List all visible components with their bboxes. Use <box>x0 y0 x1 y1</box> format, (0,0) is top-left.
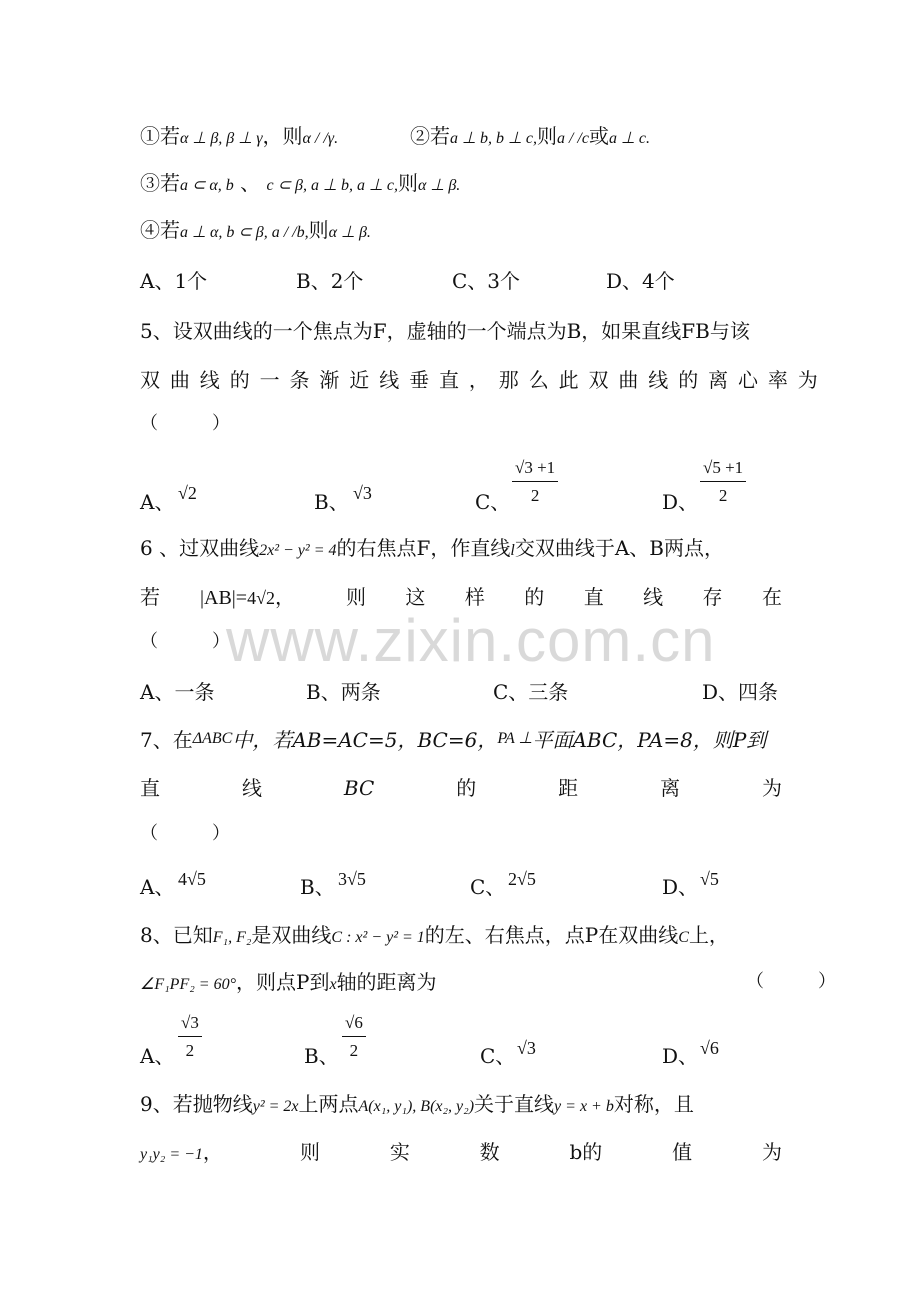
q9-parabola: y² = 2x <box>252 1098 299 1115</box>
q9-points: A(x₁, y₁), B(x₂, y₂) <box>358 1098 475 1115</box>
q9-text-2: 关于直线 <box>474 1092 555 1116</box>
q6-ab-value: 4√2 <box>247 588 275 608</box>
q7-paren: （ ） <box>140 823 230 844</box>
word: 则 <box>346 585 366 609</box>
word: 离 <box>660 776 681 800</box>
prop-3-sep: 、 <box>240 171 261 195</box>
q7-prefix: 7、在 <box>140 728 193 752</box>
q8-option-b-label: B、 <box>304 1044 339 1068</box>
q7-text-1: 中，若AB=AC=5，BC=6， <box>232 728 498 752</box>
fraction-numerator: √3 +1 <box>512 458 558 482</box>
fraction-numerator: √6 <box>342 1013 366 1037</box>
q7-triangle: ΔABC <box>192 730 233 747</box>
word: 则 <box>300 1140 320 1164</box>
prop-3-label: ③若 <box>140 171 180 195</box>
q5-option-b-label: B、 <box>314 490 349 514</box>
word: 数 <box>479 1140 500 1164</box>
q4-option-d: D、4个 <box>606 269 675 293</box>
q9-text-1: 上两点 <box>298 1092 359 1116</box>
prop-1-math: α ⊥ β, β ⊥ γ <box>180 130 263 147</box>
q6-equation: 2x² − y² = 4 <box>259 542 337 559</box>
prop-1-then: ，则 <box>262 124 303 148</box>
q8-curve: C : x² − y² = 1 <box>331 929 425 946</box>
prop-2-or: 或 <box>588 124 609 148</box>
prop-2-math: a ⊥ b, b ⊥ c, <box>450 130 537 147</box>
prop-1-conclusion: α / /γ. <box>302 130 339 147</box>
q8-line-2 <box>140 972 437 993</box>
prop-3-conclusion: α ⊥ β. <box>417 177 461 194</box>
q8-line-1 <box>140 925 729 946</box>
fraction-numerator: √3 <box>178 1013 202 1037</box>
word: 为 <box>761 1140 782 1164</box>
q9-text-3: 对称，且 <box>613 1092 694 1116</box>
q6-text-2: 交双曲线于A、B两点， <box>514 536 724 560</box>
word: 线 <box>241 776 262 800</box>
q4-option-a: A、1个 <box>140 269 208 293</box>
prop-4-then: 则 <box>308 218 329 242</box>
word: 直 <box>140 776 160 800</box>
q5-option-a-label: A、 <box>140 490 175 514</box>
q7-line-1 <box>140 730 766 750</box>
q8-text-4: ，则点P到 <box>235 970 330 994</box>
q5-option-c-fraction <box>512 458 558 506</box>
q5-line-1: 5、设双曲线的一个焦点为F，虚轴的一个端点为B，如果直线FB与该 <box>140 319 750 343</box>
q7-option-b-value: 3√5 <box>338 869 366 889</box>
word: b的 <box>569 1140 603 1164</box>
q4-option-c: C、3个 <box>452 269 521 293</box>
fraction-denominator: 2 <box>185 1041 195 1060</box>
word: 值 <box>672 1140 693 1164</box>
prop-1-label: ①若 <box>140 124 180 148</box>
fraction-denominator: 2 <box>349 1041 359 1060</box>
word: 为 <box>762 776 782 800</box>
q4-prop-1 <box>140 126 338 147</box>
q6-option-b: B、两条 <box>306 680 381 704</box>
q8-option-a-fraction <box>178 1013 202 1061</box>
q7-option-a-value: 4√5 <box>178 869 206 889</box>
fraction-numerator: √5 +1 <box>700 458 746 482</box>
q6-prefix: 6 、过双曲线 <box>140 536 260 560</box>
word: 线 <box>643 585 664 609</box>
prop-4-label: ④若 <box>140 218 180 242</box>
q8-option-d-value: √6 <box>700 1038 719 1058</box>
q8-option-d-label: D、 <box>662 1044 699 1068</box>
q6-line-1 <box>140 538 724 559</box>
q5-line-2: 双曲线的一条渐近线垂直，那么此双曲线的离心率为 <box>140 368 828 392</box>
q7-pa-perp: PA ⊥ <box>497 730 533 747</box>
fraction-denominator: 2 <box>718 486 728 505</box>
q6-paren: （ ） <box>140 631 230 652</box>
prop-3-then: 则 <box>397 171 418 195</box>
q6-option-d: D、四条 <box>702 680 779 704</box>
prop-4-conclusion: α ⊥ β. <box>328 224 371 241</box>
q9-line-1 <box>140 1094 694 1115</box>
q8-option-a-label: A、 <box>140 1044 175 1068</box>
q8-text-2: 的左、右焦点，点P在双曲线 <box>424 923 679 947</box>
word: 在 <box>761 585 782 609</box>
q9-line-2-words <box>300 1142 782 1162</box>
fraction-denominator: 2 <box>530 486 540 505</box>
q8-text-5: 轴的距离为 <box>336 970 437 994</box>
q4-option-b: B、2个 <box>296 269 364 293</box>
q7-option-b-label: B、 <box>300 875 335 899</box>
word: 存 <box>702 585 723 609</box>
q8-option-b-fraction <box>342 1013 366 1061</box>
q7-option-d-label: D、 <box>662 875 699 899</box>
q9-condition <box>140 1142 223 1163</box>
q8-foci: F₁, F₂ <box>212 929 252 946</box>
q9-cond: y₁y₂ = −1 <box>140 1146 203 1163</box>
q6-line-2-words <box>346 587 782 607</box>
q9-prefix: 9、若抛物线 <box>140 1092 253 1116</box>
word: 这 <box>405 585 426 609</box>
q9-line: y = x + b <box>554 1098 614 1115</box>
q7-option-a-label: A、 <box>140 875 175 899</box>
q5-paren: （ ） <box>140 413 230 434</box>
prop-3-math-2: c ⊂ β, a ⊥ b, a ⊥ c, <box>266 177 398 194</box>
q7-option-d-value: √5 <box>700 869 719 889</box>
q6-line-l: l <box>510 542 515 559</box>
q8-prefix: 8、已知 <box>140 923 213 947</box>
q8-text-1: 是双曲线 <box>251 923 332 947</box>
q8-option-c-label: C、 <box>480 1044 516 1068</box>
prop-4-math: a ⊥ α, b ⊂ β, a / /b, <box>180 224 309 241</box>
word: 距 <box>558 776 579 800</box>
q8-option-c-value: √3 <box>517 1038 536 1058</box>
prop-2-label: ②若 <box>410 124 450 148</box>
q6-ruo: 若 <box>140 585 160 609</box>
prop-2-conclusion-1: a / /c <box>556 130 589 147</box>
q5-option-c-label: C、 <box>475 490 511 514</box>
q6-option-c: C、三条 <box>493 680 569 704</box>
word: 样 <box>464 585 485 609</box>
q8-x: x <box>329 976 337 993</box>
prop-2-conclusion-2: a ⊥ c. <box>608 130 651 147</box>
q8-paren: （ ） <box>746 971 836 992</box>
q4-prop-3 <box>140 173 460 194</box>
q6-comma: ， <box>274 585 295 609</box>
word: 直 <box>583 585 604 609</box>
prop-2-then: 则 <box>536 124 557 148</box>
q5-option-d-fraction <box>700 458 746 506</box>
q6-ab <box>200 587 295 608</box>
q8-text-3: 上， <box>688 923 729 947</box>
q5-option-a-value: √2 <box>178 483 197 503</box>
word: BC <box>343 776 375 800</box>
prop-3-math-1: a ⊂ α, b <box>180 177 234 194</box>
q6-option-a: A、一条 <box>140 680 215 704</box>
word: 的 <box>524 585 545 609</box>
q7-text-2: 平面ABC，PA=8，则P到 <box>532 728 767 752</box>
q7-option-c-value: 2√5 <box>508 869 536 889</box>
q9-comma: ， <box>202 1140 223 1164</box>
word: 实 <box>389 1140 410 1164</box>
q4-prop-2 <box>410 126 650 147</box>
q5-option-b-value: √3 <box>353 483 372 503</box>
q8-angle: ∠F₁PF₂ = 60° <box>140 976 236 993</box>
q7-line-2-words <box>140 778 782 798</box>
word: 的 <box>456 776 477 800</box>
q8-c: C <box>678 929 689 946</box>
watermark: www.zixin.com.cn <box>226 607 716 674</box>
q4-prop-4 <box>140 220 371 241</box>
q5-option-d-label: D、 <box>662 490 699 514</box>
q7-option-c-label: C、 <box>470 875 506 899</box>
q6-text-1: 的右焦点F，作直线 <box>336 536 511 560</box>
q6-ab-label: |AB|= <box>200 587 248 609</box>
